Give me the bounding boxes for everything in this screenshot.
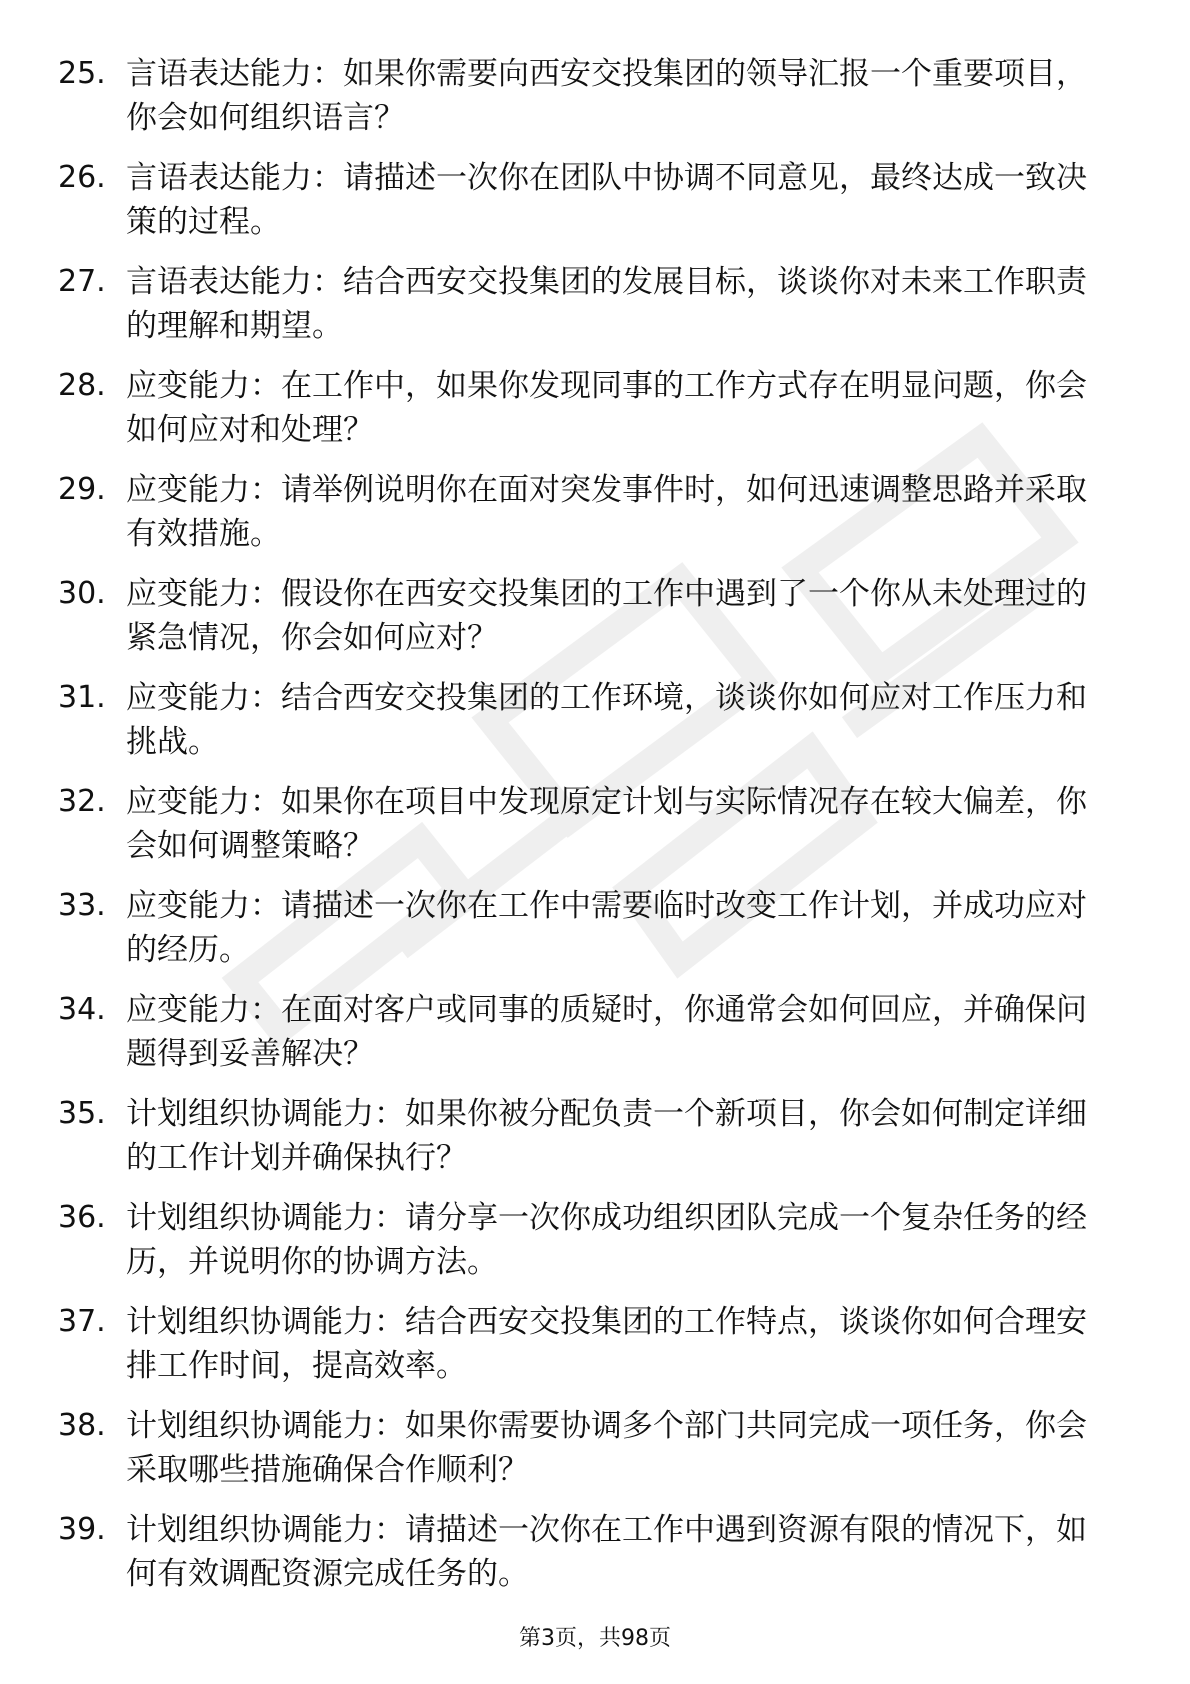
- question-item: [58, 572, 1118, 676]
- question-text: 应变能力：结合西安交投集团的工作环境，谈谈你如何应对工作压力和挑战。: [126, 680, 1087, 760]
- question-number: 28.: [58, 368, 106, 403]
- question-text: 计划组织协调能力：请描述一次你在工作中遇到资源有限的情况下，如何有效调配资源完成任务的。: [126, 1512, 1087, 1592]
- question-number: 36.: [58, 1200, 106, 1235]
- question-number: 27.: [58, 264, 106, 299]
- question-text: 计划组织协调能力：结合西安交投集团的工作特点，谈谈你如何合理安排工作时间，提高效率。: [126, 1304, 1087, 1384]
- question-text: 应变能力：请描述一次你在工作中需要临时改变工作计划，并成功应对的经历。: [126, 888, 1087, 968]
- question-item: [58, 364, 1118, 468]
- question-item: [58, 1300, 1118, 1404]
- question-text: 应变能力：假设你在西安交投集团的工作中遇到了一个你从未处理过的紧急情况，你会如何应对？: [126, 576, 1087, 656]
- question-text: 言语表达能力：请描述一次你在团队中协调不同意见，最终达成一致决策的过程。: [126, 160, 1087, 240]
- question-text: 计划组织协调能力：如果你被分配负责一个新项目，你会如何制定详细的工作计划并确保执行？: [126, 1096, 1087, 1176]
- question-item: [58, 1196, 1118, 1300]
- question-item: [58, 468, 1118, 572]
- question-number: 29.: [58, 472, 106, 507]
- question-number: 33.: [58, 888, 106, 923]
- question-text: 应变能力：如果你在项目中发现原定计划与实际情况存在较大偏差，你会如何调整策略？: [126, 784, 1087, 864]
- question-item: [58, 52, 1118, 156]
- question-text: 应变能力：在工作中，如果你发现同事的工作方式存在明显问题，你会如何应对和处理？: [126, 368, 1087, 448]
- question-item: [58, 988, 1118, 1092]
- question-item: [58, 156, 1118, 260]
- question-text: 计划组织协调能力：请分享一次你成功组织团队完成一个复杂任务的经历，并说明你的协调方法。: [126, 1200, 1087, 1280]
- question-item: [58, 1508, 1118, 1612]
- question-number: 35.: [58, 1096, 106, 1131]
- question-list: [58, 52, 1118, 1612]
- question-item: [58, 780, 1118, 884]
- question-item: [58, 676, 1118, 780]
- question-text: 计划组织协调能力：如果你需要协调多个部门共同完成一项任务，你会采取哪些措施确保合作顺利？: [126, 1408, 1087, 1488]
- question-number: 34.: [58, 992, 106, 1027]
- question-number: 26.: [58, 160, 106, 195]
- question-number: 37.: [58, 1304, 106, 1339]
- question-text: 应变能力：请举例说明你在面对突发事件时，如何迅速调整思路并采取有效措施。: [126, 472, 1087, 552]
- question-number: 25.: [58, 56, 106, 91]
- question-number: 31.: [58, 680, 106, 715]
- question-text: 言语表达能力：结合西安交投集团的发展目标，谈谈你对未来工作职责的理解和期望。: [126, 264, 1087, 344]
- question-text: 应变能力：在面对客户或同事的质疑时，你通常会如何回应，并确保问题得到妥善解决？: [126, 992, 1087, 1072]
- question-number: 38.: [58, 1408, 106, 1443]
- page-number-footer: 第3页，共98页: [519, 1626, 671, 1651]
- question-text: 言语表达能力：如果你需要向西安交投集团的领导汇报一个重要项目，你会如何组织语言？: [126, 56, 1087, 136]
- question-number: 39.: [58, 1512, 106, 1547]
- question-item: [58, 884, 1118, 988]
- question-item: [58, 1092, 1118, 1196]
- question-item: [58, 260, 1118, 364]
- question-number: 32.: [58, 784, 106, 819]
- question-number: 30.: [58, 576, 106, 611]
- question-item: [58, 1404, 1118, 1508]
